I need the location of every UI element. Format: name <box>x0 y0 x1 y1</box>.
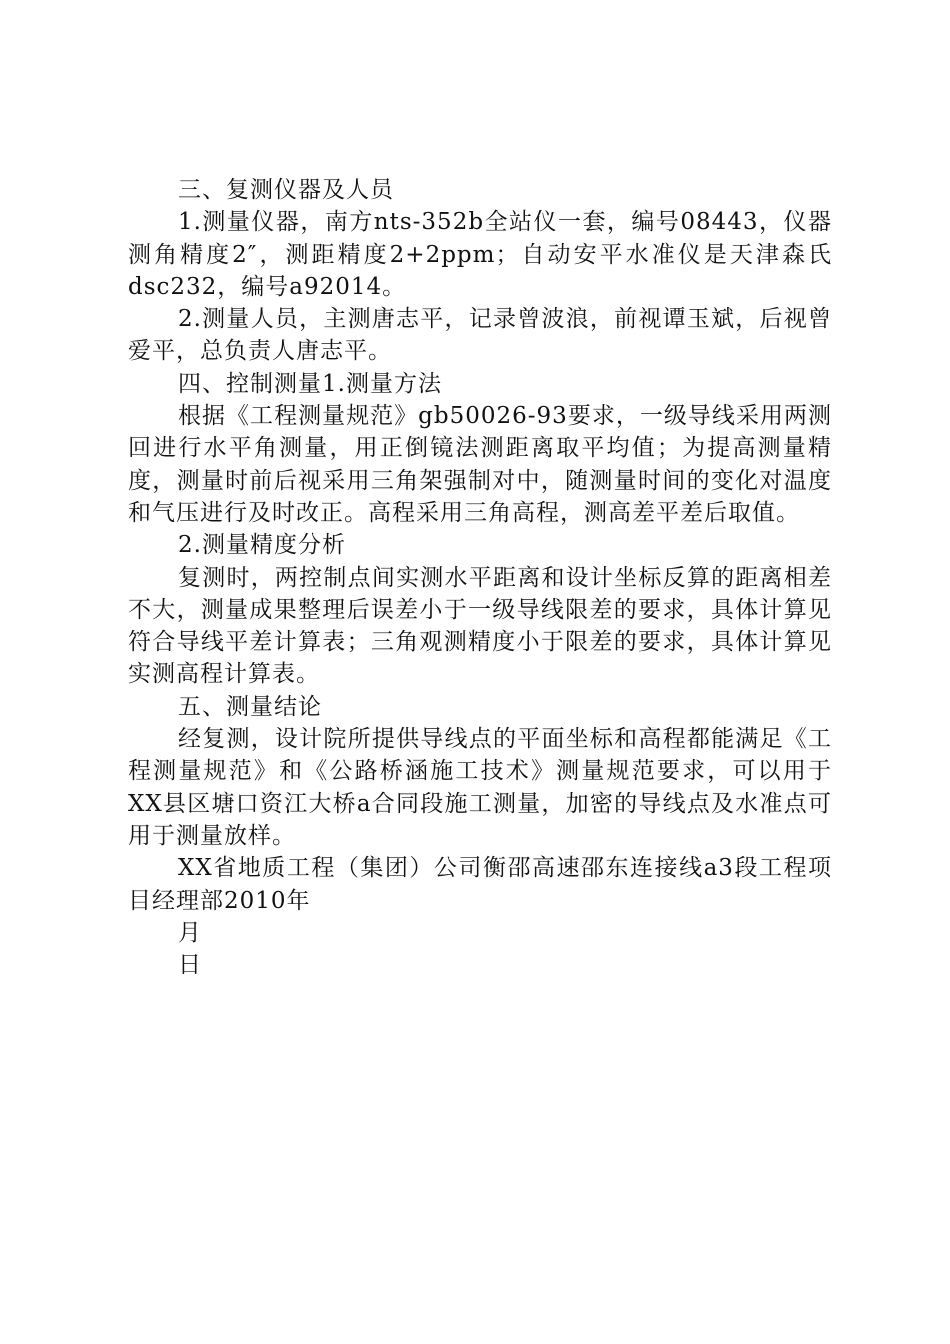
section-heading-control-survey: 四、控制测量1.测量方法 <box>178 370 442 397</box>
document-body <box>128 174 832 981</box>
paragraph-survey-method: 根据《工程测量规范》gb50026-93要求，一级导线采用两测回进行水平角测量，用正倒镜法测距离取平均值；为提高测量精度，测量时前后视采用三角架强制对中，随测量时间的变化对温度和气压进行及时改正。高程采用三角高程，测高差平差后取值。 <box>128 403 832 526</box>
paragraph-conclusion: 经复测，设计院所提供导线点的平面坐标和高程都能满足《工程测量规范》和《公路桥涵施工技术》测量规范要求，可以用于XX县区塘口资江大桥a合同段施工测量，加密的导线点及水准点可用于测量放样。 <box>128 726 832 849</box>
section-heading-instruments: 三、复测仪器及人员 <box>178 177 394 203</box>
subheading-accuracy-analysis: 2.测量精度分析 <box>178 532 346 559</box>
signature-organization: XX省地质工程（集团）公司衡邵高速邵东连接线a3段工程项目经理部2010年 <box>128 855 832 914</box>
paragraph-instruments: 1.测量仪器，南方nts-352b全站仪一套，编号08443，仪器测角精度2″，测距精度2+2ppm；自动安平水准仪是天津森氏dsc232，编号a92014。 <box>128 209 832 300</box>
paragraph-accuracy-analysis: 复测时，两控制点间实测水平距离和设计坐标反算的距离相差不大，测量成果整理后误差小于一级导线限差的要求，具体计算见符合导线平差计算表；三角观测精度小于限差的要求，具体计算见实测高程计算表。 <box>128 564 832 688</box>
signature-month: 月 <box>178 919 202 946</box>
signature-day: 日 <box>178 952 202 979</box>
section-heading-conclusion: 五、测量结论 <box>178 693 322 720</box>
paragraph-personnel: 2.测量人员，主测唐志平，记录曾波浪，前视谭玉斌，后视曾爱平，总负责人唐志平。 <box>128 306 832 365</box>
